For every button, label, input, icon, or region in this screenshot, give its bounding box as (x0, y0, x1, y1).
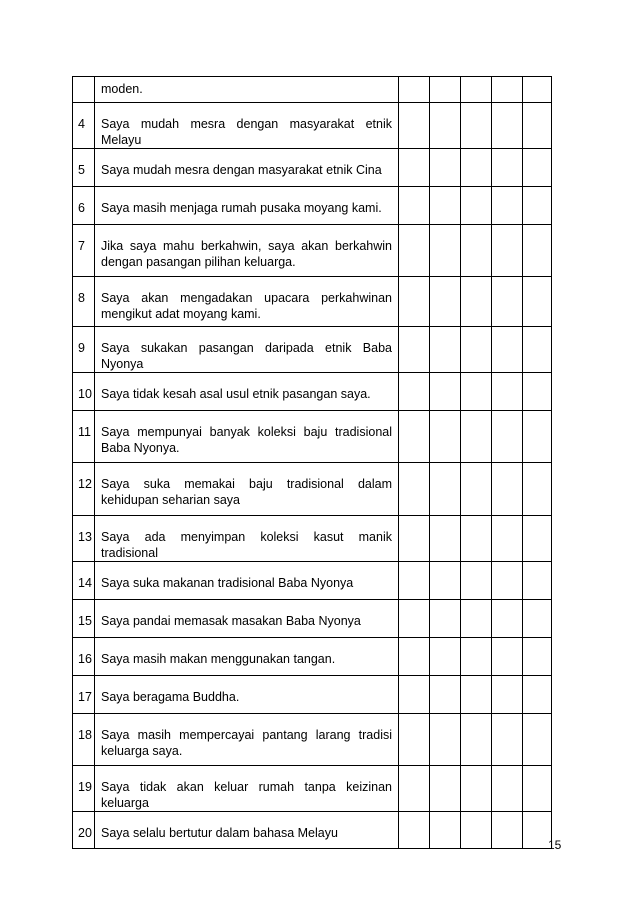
rating-box-2[interactable] (430, 277, 461, 327)
item-statement: Saya beragama Buddha. (95, 676, 399, 714)
item-number: 11 (73, 411, 95, 463)
rating-box-1[interactable] (399, 766, 430, 812)
rating-box-3[interactable] (461, 812, 492, 849)
rating-box-5[interactable] (523, 676, 552, 714)
rating-box-2[interactable] (430, 411, 461, 463)
rating-box-3[interactable] (461, 411, 492, 463)
rating-box-3[interactable] (461, 77, 492, 103)
questionnaire-table (72, 76, 552, 849)
item-statement: Jika saya mahu berkahwin, saya akan berkahwin dengan pasangan pilihan keluarga. (95, 225, 399, 277)
rating-box-5[interactable] (523, 373, 552, 411)
rating-box-4[interactable] (492, 149, 523, 187)
item-number: 7 (73, 225, 95, 277)
rating-box-1[interactable] (399, 714, 430, 766)
table-row (73, 327, 552, 373)
item-number: 10 (73, 373, 95, 411)
rating-box-2[interactable] (430, 77, 461, 103)
item-number (73, 77, 95, 103)
item-number: 13 (73, 516, 95, 562)
rating-box-4[interactable] (492, 766, 523, 812)
rating-box-4[interactable] (492, 562, 523, 600)
rating-box-1[interactable] (399, 277, 430, 327)
table-row (73, 277, 552, 327)
rating-box-5[interactable] (523, 149, 552, 187)
rating-box-1[interactable] (399, 600, 430, 638)
item-statement: Saya ada menyimpan koleksi kasut manik tradisional (95, 516, 399, 562)
rating-box-2[interactable] (430, 516, 461, 562)
item-statement: Saya sukakan pasangan daripada etnik Baba Nyonya (95, 327, 399, 373)
rating-box-3[interactable] (461, 103, 492, 149)
rating-box-5[interactable] (523, 411, 552, 463)
rating-box-3[interactable] (461, 463, 492, 516)
rating-box-1[interactable] (399, 225, 430, 277)
item-number: 15 (73, 600, 95, 638)
rating-box-5[interactable] (523, 714, 552, 766)
table-row (73, 562, 552, 600)
table-row (73, 77, 552, 103)
item-statement: Saya suka memakai baju tradisional dalam kehidupan seharian saya (95, 463, 399, 516)
rating-box-4[interactable] (492, 373, 523, 411)
rating-box-4[interactable] (492, 411, 523, 463)
item-number: 4 (73, 103, 95, 149)
table-row (73, 638, 552, 676)
rating-box-2[interactable] (430, 638, 461, 676)
rating-box-5[interactable] (523, 562, 552, 600)
item-number: 18 (73, 714, 95, 766)
rating-box-4[interactable] (492, 516, 523, 562)
table-row (73, 463, 552, 516)
rating-box-1[interactable] (399, 373, 430, 411)
rating-box-4[interactable] (492, 638, 523, 676)
rating-box-1[interactable] (399, 149, 430, 187)
rating-box-4[interactable] (492, 225, 523, 277)
item-number: 16 (73, 638, 95, 676)
rating-box-5[interactable] (523, 516, 552, 562)
rating-box-5[interactable] (523, 638, 552, 676)
rating-box-4[interactable] (492, 676, 523, 714)
rating-box-1[interactable] (399, 562, 430, 600)
item-number: 6 (73, 187, 95, 225)
rating-box-2[interactable] (430, 714, 461, 766)
table-row (73, 766, 552, 812)
rating-box-2[interactable] (430, 812, 461, 849)
rating-box-2[interactable] (430, 600, 461, 638)
item-number: 5 (73, 149, 95, 187)
rating-box-4[interactable] (492, 812, 523, 849)
rating-box-1[interactable] (399, 187, 430, 225)
table-row (73, 411, 552, 463)
rating-box-3[interactable] (461, 225, 492, 277)
item-number: 19 (73, 766, 95, 812)
rating-box-4[interactable] (492, 103, 523, 149)
rating-box-3[interactable] (461, 187, 492, 225)
item-statement: moden. (95, 77, 399, 103)
rating-box-3[interactable] (461, 327, 492, 373)
item-number: 17 (73, 676, 95, 714)
item-number: 8 (73, 277, 95, 327)
rating-box-3[interactable] (461, 600, 492, 638)
item-number: 9 (73, 327, 95, 373)
rating-box-5[interactable] (523, 187, 552, 225)
rating-box-5[interactable] (523, 600, 552, 638)
rating-box-4[interactable] (492, 187, 523, 225)
rating-box-1[interactable] (399, 103, 430, 149)
rating-box-2[interactable] (430, 562, 461, 600)
rating-box-2[interactable] (430, 373, 461, 411)
table-row (73, 225, 552, 277)
table-row (73, 187, 552, 225)
rating-box-5[interactable] (523, 225, 552, 277)
item-number: 20 (73, 812, 95, 849)
item-statement: Saya mudah mesra dengan masyarakat etnik Cina (95, 149, 399, 187)
item-statement: Saya tidak kesah asal usul etnik pasangan saya. (95, 373, 399, 411)
rating-box-3[interactable] (461, 516, 492, 562)
item-statement: Saya masih makan menggunakan tangan. (95, 638, 399, 676)
item-statement: Saya suka makanan tradisional Baba Nyonya (95, 562, 399, 600)
item-number: 12 (73, 463, 95, 516)
rating-box-3[interactable] (461, 149, 492, 187)
table-row (73, 516, 552, 562)
page-number: 15 (548, 838, 562, 852)
table-row (73, 812, 552, 849)
rating-box-5[interactable] (523, 766, 552, 812)
rating-box-1[interactable] (399, 676, 430, 714)
item-number: 14 (73, 562, 95, 600)
rating-box-3[interactable] (461, 714, 492, 766)
rating-box-1[interactable] (399, 463, 430, 516)
rating-box-2[interactable] (430, 463, 461, 516)
rating-box-5[interactable] (523, 463, 552, 516)
rating-box-3[interactable] (461, 373, 492, 411)
item-statement: Saya mempunyai banyak koleksi baju tradisional Baba Nyonya. (95, 411, 399, 463)
rating-box-5[interactable] (523, 327, 552, 373)
rating-box-4[interactable] (492, 600, 523, 638)
rating-box-5[interactable] (523, 277, 552, 327)
rating-box-5[interactable] (523, 103, 552, 149)
rating-box-3[interactable] (461, 277, 492, 327)
item-statement: Saya tidak akan keluar rumah tanpa keizinan keluarga (95, 766, 399, 812)
rating-box-1[interactable] (399, 812, 430, 849)
item-statement: Saya akan mengadakan upacara perkahwinan mengikut adat moyang kami. (95, 277, 399, 327)
rating-box-2[interactable] (430, 676, 461, 714)
rating-box-2[interactable] (430, 327, 461, 373)
rating-box-1[interactable] (399, 327, 430, 373)
rating-box-3[interactable] (461, 676, 492, 714)
table-row (73, 714, 552, 766)
rating-box-4[interactable] (492, 77, 523, 103)
table-row (73, 373, 552, 411)
table-row (73, 103, 552, 149)
rating-box-2[interactable] (430, 103, 461, 149)
rating-box-4[interactable] (492, 714, 523, 766)
item-statement: Saya masih menjaga rumah pusaka moyang kami. (95, 187, 399, 225)
item-statement: Saya pandai memasak masakan Baba Nyonya (95, 600, 399, 638)
item-statement: Saya mudah mesra dengan masyarakat etnik Melayu (95, 103, 399, 149)
rating-box-3[interactable] (461, 638, 492, 676)
table-row (73, 149, 552, 187)
rating-box-3[interactable] (461, 766, 492, 812)
rating-box-5[interactable] (523, 77, 552, 103)
rating-box-1[interactable] (399, 638, 430, 676)
rating-box-2[interactable] (430, 149, 461, 187)
table-row (73, 676, 552, 714)
item-statement: Saya masih mempercayai pantang larang tradisi keluarga saya. (95, 714, 399, 766)
rating-box-2[interactable] (430, 225, 461, 277)
rating-box-1[interactable] (399, 411, 430, 463)
table-row (73, 600, 552, 638)
rating-box-1[interactable] (399, 77, 430, 103)
rating-box-4[interactable] (492, 463, 523, 516)
rating-box-1[interactable] (399, 516, 430, 562)
rating-box-3[interactable] (461, 562, 492, 600)
rating-box-2[interactable] (430, 766, 461, 812)
item-statement: Saya selalu bertutur dalam bahasa Melayu (95, 812, 399, 849)
rating-box-4[interactable] (492, 327, 523, 373)
rating-box-4[interactable] (492, 277, 523, 327)
rating-box-2[interactable] (430, 187, 461, 225)
